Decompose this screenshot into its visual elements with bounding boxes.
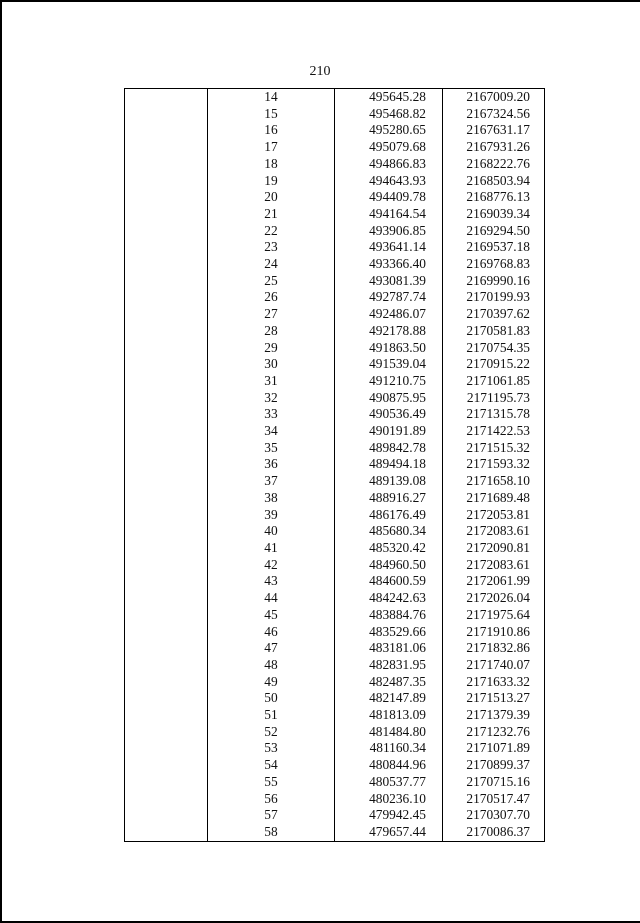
- point-number-cell: 26: [208, 289, 335, 306]
- y-coordinate-cell: 2171061.85: [443, 373, 545, 390]
- y-coordinate-cell: 2168503.94: [443, 173, 545, 190]
- point-number-cell: 39: [208, 507, 335, 524]
- x-coordinate-cell: 485320.42: [335, 540, 443, 557]
- table-row: [125, 273, 545, 290]
- y-coordinate-cell: 2169039.34: [443, 206, 545, 223]
- x-coordinate-cell: 481484.80: [335, 724, 443, 741]
- x-coordinate-cell: 488916.27: [335, 490, 443, 507]
- x-coordinate-cell: 489139.08: [335, 473, 443, 490]
- blank-cell: [125, 573, 208, 590]
- y-coordinate-cell: 2169537.18: [443, 239, 545, 256]
- point-number-cell: 45: [208, 607, 335, 624]
- table-row: [125, 490, 545, 507]
- y-coordinate-cell: 2170754.35: [443, 340, 545, 357]
- y-coordinate-cell: 2168222.76: [443, 156, 545, 173]
- y-coordinate-cell: 2169768.83: [443, 256, 545, 273]
- x-coordinate-cell: 489494.18: [335, 456, 443, 473]
- point-number-cell: 22: [208, 223, 335, 240]
- table-row: [125, 239, 545, 256]
- y-coordinate-cell: 2171975.64: [443, 607, 545, 624]
- table-row: [125, 557, 545, 574]
- point-number-cell: 42: [208, 557, 335, 574]
- y-coordinate-cell: 2169294.50: [443, 223, 545, 240]
- table-row: [125, 106, 545, 123]
- point-number-cell: 38: [208, 490, 335, 507]
- x-coordinate-cell: 490536.49: [335, 406, 443, 423]
- blank-cell: [125, 390, 208, 407]
- point-number-cell: 17: [208, 139, 335, 156]
- table-row: [125, 473, 545, 490]
- blank-cell: [125, 607, 208, 624]
- table-row: [125, 323, 545, 340]
- table-row: [125, 657, 545, 674]
- point-number-cell: 15: [208, 106, 335, 123]
- x-coordinate-cell: 493366.40: [335, 256, 443, 273]
- x-coordinate-cell: 479942.45: [335, 807, 443, 824]
- x-coordinate-cell: 480236.10: [335, 791, 443, 808]
- table-row: [125, 590, 545, 607]
- blank-cell: [125, 640, 208, 657]
- point-number-cell: 56: [208, 791, 335, 808]
- table-row: [125, 740, 545, 757]
- point-number-cell: 14: [208, 89, 335, 106]
- point-number-cell: 36: [208, 456, 335, 473]
- blank-cell: [125, 406, 208, 423]
- blank-cell: [125, 106, 208, 123]
- x-coordinate-cell: 495280.65: [335, 122, 443, 139]
- y-coordinate-cell: 2171232.76: [443, 724, 545, 741]
- point-number-cell: 21: [208, 206, 335, 223]
- point-number-cell: 32: [208, 390, 335, 407]
- blank-cell: [125, 356, 208, 373]
- table-row: [125, 707, 545, 724]
- x-coordinate-cell: 494643.93: [335, 173, 443, 190]
- blank-cell: [125, 757, 208, 774]
- x-coordinate-cell: 480844.96: [335, 757, 443, 774]
- x-coordinate-cell: 490875.95: [335, 390, 443, 407]
- x-coordinate-cell: 493906.85: [335, 223, 443, 240]
- point-number-cell: 19: [208, 173, 335, 190]
- x-coordinate-cell: 494866.83: [335, 156, 443, 173]
- point-number-cell: 46: [208, 624, 335, 641]
- blank-cell: [125, 173, 208, 190]
- x-coordinate-cell: 493641.14: [335, 239, 443, 256]
- blank-cell: [125, 306, 208, 323]
- table-row: [125, 189, 545, 206]
- blank-cell: [125, 89, 208, 106]
- blank-cell: [125, 507, 208, 524]
- x-coordinate-cell: 484242.63: [335, 590, 443, 607]
- y-coordinate-cell: 2172053.81: [443, 507, 545, 524]
- table-row: [125, 223, 545, 240]
- table-row: [125, 774, 545, 791]
- blank-cell: [125, 540, 208, 557]
- x-coordinate-cell: 481160.34: [335, 740, 443, 757]
- blank-cell: [125, 807, 208, 824]
- point-number-cell: 53: [208, 740, 335, 757]
- y-coordinate-cell: 2167324.56: [443, 106, 545, 123]
- x-coordinate-cell: 494409.78: [335, 189, 443, 206]
- y-coordinate-cell: 2169990.16: [443, 273, 545, 290]
- table-row: [125, 89, 545, 106]
- y-coordinate-cell: 2170307.70: [443, 807, 545, 824]
- table-row: [125, 440, 545, 457]
- blank-cell: [125, 273, 208, 290]
- x-coordinate-cell: 491863.50: [335, 340, 443, 357]
- x-coordinate-cell: 482147.89: [335, 690, 443, 707]
- blank-cell: [125, 423, 208, 440]
- x-coordinate-cell: 481813.09: [335, 707, 443, 724]
- x-coordinate-cell: 485680.34: [335, 523, 443, 540]
- blank-cell: [125, 724, 208, 741]
- point-number-cell: 29: [208, 340, 335, 357]
- x-coordinate-cell: 482831.95: [335, 657, 443, 674]
- point-number-cell: 51: [208, 707, 335, 724]
- point-number-cell: 49: [208, 674, 335, 691]
- x-coordinate-cell: 491539.04: [335, 356, 443, 373]
- y-coordinate-cell: 2170517.47: [443, 791, 545, 808]
- point-number-cell: 31: [208, 373, 335, 390]
- point-number-cell: 20: [208, 189, 335, 206]
- y-coordinate-cell: 2171740.07: [443, 657, 545, 674]
- table-row: [125, 624, 545, 641]
- point-number-cell: 23: [208, 239, 335, 256]
- blank-cell: [125, 690, 208, 707]
- blank-cell: [125, 473, 208, 490]
- table-row: [125, 390, 545, 407]
- point-number-cell: 25: [208, 273, 335, 290]
- blank-cell: [125, 824, 208, 841]
- x-coordinate-cell: 484600.59: [335, 573, 443, 590]
- point-number-cell: 43: [208, 573, 335, 590]
- y-coordinate-cell: 2171513.27: [443, 690, 545, 707]
- table-row: [125, 156, 545, 173]
- point-number-cell: 52: [208, 724, 335, 741]
- x-coordinate-cell: 492787.74: [335, 289, 443, 306]
- table-row: [125, 690, 545, 707]
- y-coordinate-cell: 2171071.89: [443, 740, 545, 757]
- point-number-cell: 33: [208, 406, 335, 423]
- y-coordinate-cell: 2171195.73: [443, 390, 545, 407]
- point-number-cell: 27: [208, 306, 335, 323]
- point-number-cell: 35: [208, 440, 335, 457]
- point-number-cell: 55: [208, 774, 335, 791]
- table-row: [125, 640, 545, 657]
- table-row: [125, 757, 545, 774]
- x-coordinate-cell: 492178.88: [335, 323, 443, 340]
- y-coordinate-cell: 2171379.39: [443, 707, 545, 724]
- blank-cell: [125, 373, 208, 390]
- blank-cell: [125, 523, 208, 540]
- x-coordinate-cell: 483884.76: [335, 607, 443, 624]
- point-number-cell: 41: [208, 540, 335, 557]
- y-coordinate-cell: 2170715.16: [443, 774, 545, 791]
- coordinates-table: [124, 88, 545, 842]
- blank-cell: [125, 774, 208, 791]
- blank-cell: [125, 156, 208, 173]
- y-coordinate-cell: 2167931.26: [443, 139, 545, 156]
- point-number-cell: 54: [208, 757, 335, 774]
- x-coordinate-cell: 490191.89: [335, 423, 443, 440]
- table-row: [125, 607, 545, 624]
- blank-cell: [125, 624, 208, 641]
- table-row: [125, 456, 545, 473]
- y-coordinate-cell: 2171658.10: [443, 473, 545, 490]
- point-number-cell: 30: [208, 356, 335, 373]
- y-coordinate-cell: 2167009.20: [443, 89, 545, 106]
- table-row: [125, 340, 545, 357]
- table-row: [125, 791, 545, 808]
- y-coordinate-cell: 2170915.22: [443, 356, 545, 373]
- y-coordinate-cell: 2171633.32: [443, 674, 545, 691]
- point-number-cell: 16: [208, 122, 335, 139]
- x-coordinate-cell: 483181.06: [335, 640, 443, 657]
- table-row: [125, 173, 545, 190]
- page-number: 210: [309, 64, 331, 79]
- x-coordinate-cell: 480537.77: [335, 774, 443, 791]
- point-number-cell: 24: [208, 256, 335, 273]
- y-coordinate-cell: 2170581.83: [443, 323, 545, 340]
- table-row: [125, 256, 545, 273]
- table-row: [125, 206, 545, 223]
- x-coordinate-cell: 484960.50: [335, 557, 443, 574]
- y-coordinate-cell: 2171910.86: [443, 624, 545, 641]
- blank-cell: [125, 674, 208, 691]
- blank-cell: [125, 340, 208, 357]
- blank-cell: [125, 590, 208, 607]
- point-number-cell: 28: [208, 323, 335, 340]
- x-coordinate-cell: 492486.07: [335, 306, 443, 323]
- blank-cell: [125, 557, 208, 574]
- y-coordinate-cell: 2171515.32: [443, 440, 545, 457]
- blank-cell: [125, 206, 208, 223]
- table-row: [125, 289, 545, 306]
- y-coordinate-cell: 2170086.37: [443, 824, 545, 841]
- y-coordinate-cell: 2172090.81: [443, 540, 545, 557]
- x-coordinate-cell: 479657.44: [335, 824, 443, 841]
- point-number-cell: 44: [208, 590, 335, 607]
- blank-cell: [125, 139, 208, 156]
- table-row: [125, 122, 545, 139]
- blank-cell: [125, 239, 208, 256]
- table-row: [125, 507, 545, 524]
- point-number-cell: 47: [208, 640, 335, 657]
- table-row: [125, 674, 545, 691]
- y-coordinate-cell: 2170397.62: [443, 306, 545, 323]
- table-row: [125, 356, 545, 373]
- x-coordinate-cell: 483529.66: [335, 624, 443, 641]
- table-row: [125, 540, 545, 557]
- table-row: [125, 373, 545, 390]
- x-coordinate-cell: 482487.35: [335, 674, 443, 691]
- blank-cell: [125, 791, 208, 808]
- table-row: [125, 306, 545, 323]
- point-number-cell: 58: [208, 824, 335, 841]
- y-coordinate-cell: 2170899.37: [443, 757, 545, 774]
- blank-cell: [125, 657, 208, 674]
- point-number-cell: 48: [208, 657, 335, 674]
- blank-cell: [125, 323, 208, 340]
- y-coordinate-cell: 2167631.17: [443, 122, 545, 139]
- y-coordinate-cell: 2171422.53: [443, 423, 545, 440]
- table-row: [125, 807, 545, 824]
- x-coordinate-cell: 491210.75: [335, 373, 443, 390]
- y-coordinate-cell: 2171689.48: [443, 490, 545, 507]
- x-coordinate-cell: 493081.39: [335, 273, 443, 290]
- table-row: [125, 139, 545, 156]
- point-number-cell: 50: [208, 690, 335, 707]
- y-coordinate-cell: 2171832.86: [443, 640, 545, 657]
- blank-cell: [125, 456, 208, 473]
- point-number-cell: 18: [208, 156, 335, 173]
- x-coordinate-cell: 495468.82: [335, 106, 443, 123]
- blank-cell: [125, 289, 208, 306]
- point-number-cell: 37: [208, 473, 335, 490]
- table-row: [125, 523, 545, 540]
- y-coordinate-cell: 2170199.93: [443, 289, 545, 306]
- y-coordinate-cell: 2172083.61: [443, 557, 545, 574]
- x-coordinate-cell: 494164.54: [335, 206, 443, 223]
- table-row: [125, 824, 545, 841]
- blank-cell: [125, 707, 208, 724]
- coordinates-table-body: [125, 89, 545, 842]
- blank-cell: [125, 490, 208, 507]
- y-coordinate-cell: 2172061.99: [443, 573, 545, 590]
- x-coordinate-cell: 495645.28: [335, 89, 443, 106]
- blank-cell: [125, 223, 208, 240]
- y-coordinate-cell: 2168776.13: [443, 189, 545, 206]
- table-row: [125, 724, 545, 741]
- y-coordinate-cell: 2172026.04: [443, 590, 545, 607]
- point-number-cell: 40: [208, 523, 335, 540]
- table-row: [125, 406, 545, 423]
- x-coordinate-cell: 486176.49: [335, 507, 443, 524]
- y-coordinate-cell: 2171593.32: [443, 456, 545, 473]
- blank-cell: [125, 122, 208, 139]
- blank-cell: [125, 256, 208, 273]
- x-coordinate-cell: 495079.68: [335, 139, 443, 156]
- x-coordinate-cell: 489842.78: [335, 440, 443, 457]
- table-row: [125, 423, 545, 440]
- point-number-cell: 34: [208, 423, 335, 440]
- y-coordinate-cell: 2172083.61: [443, 523, 545, 540]
- point-number-cell: 57: [208, 807, 335, 824]
- blank-cell: [125, 740, 208, 757]
- table-row: [125, 573, 545, 590]
- blank-cell: [125, 189, 208, 206]
- y-coordinate-cell: 2171315.78: [443, 406, 545, 423]
- blank-cell: [125, 440, 208, 457]
